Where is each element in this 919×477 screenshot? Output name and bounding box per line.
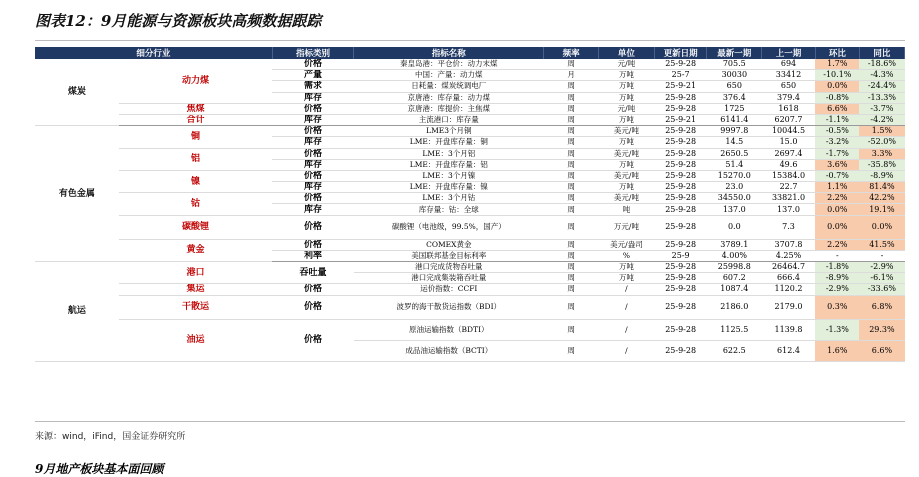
yoy-cell: 19.1%	[859, 204, 904, 215]
header-category: 指标类别	[272, 47, 354, 59]
table-header-row	[35, 47, 905, 59]
freq-cell: 周	[544, 273, 599, 284]
mom-cell: -10.1%	[815, 70, 859, 81]
date-cell: 25-9-21	[654, 81, 707, 92]
unit-cell: 美元/吨	[599, 126, 655, 137]
latest-cell: 9997.8	[707, 126, 762, 137]
table-row	[35, 193, 905, 204]
freq-cell: 周	[544, 295, 599, 319]
yoy-cell: -33.6%	[859, 284, 904, 295]
prev-cell: 10044.5	[762, 126, 816, 137]
date-cell: 25-9-28	[654, 215, 707, 239]
category-cell: 价格	[272, 319, 354, 361]
date-cell: 25-9-28	[654, 340, 707, 361]
name-cell: 秦皇岛港：平仓价：动力末煤	[354, 59, 544, 70]
category-cell: 库存	[272, 114, 354, 125]
date-cell: 25-9-28	[654, 126, 707, 137]
latest-cell: 2186.0	[707, 295, 762, 319]
prev-cell: 3707.8	[762, 239, 816, 250]
date-cell: 25-9-21	[654, 114, 707, 125]
unit-cell: /	[599, 319, 655, 340]
yoy-cell: 1.5%	[859, 126, 904, 137]
unit-cell: 万吨	[599, 159, 655, 170]
freq-cell: 周	[544, 215, 599, 239]
date-cell: 25-9-28	[654, 204, 707, 215]
latest-cell: 14.5	[707, 137, 762, 148]
freq-cell: 周	[544, 204, 599, 215]
freq-cell: 周	[544, 59, 599, 70]
subsector-cell: 动力煤	[119, 59, 273, 103]
yoy-cell: 3.3%	[859, 148, 904, 159]
unit-cell: 美元/吨	[599, 170, 655, 181]
date-cell: 25-9	[654, 250, 707, 261]
yoy-cell: 42.2%	[859, 193, 904, 204]
yoy-cell: -4.3%	[859, 70, 904, 81]
table-row	[35, 319, 905, 340]
name-cell: 波罗的海干散货运指数（BDI）	[354, 295, 544, 319]
freq-cell: 周	[544, 137, 599, 148]
latest-cell: 4.00%	[707, 250, 762, 261]
name-cell: LME：3个月镍	[354, 170, 544, 181]
yoy-cell: -	[859, 250, 904, 261]
freq-cell: 周	[544, 239, 599, 250]
header-name: 指标名称	[354, 47, 544, 59]
category-cell: 价格	[272, 284, 354, 295]
name-cell: LME：3个月铝	[354, 148, 544, 159]
mom-cell: -0.5%	[815, 126, 859, 137]
date-cell: 25-9-28	[654, 59, 707, 70]
mom-cell: -	[815, 250, 859, 261]
freq-cell: 周	[544, 81, 599, 92]
date-cell: 25-9-28	[654, 137, 707, 148]
mom-cell: -3.2%	[815, 137, 859, 148]
mom-cell: -1.8%	[815, 262, 859, 273]
table-row	[35, 114, 905, 125]
freq-cell: 周	[544, 148, 599, 159]
name-cell: 港口完成货物吞吐量	[354, 262, 544, 273]
unit-cell: 吨	[599, 204, 655, 215]
latest-cell: 34550.0	[707, 193, 762, 204]
prev-cell: 2697.4	[762, 148, 816, 159]
date-cell: 25-9-28	[654, 193, 707, 204]
prev-cell: 2179.0	[762, 295, 816, 319]
name-cell: 港口完成集装箱吞吐量	[354, 273, 544, 284]
table-row	[35, 148, 905, 159]
unit-cell: 万吨	[599, 114, 655, 125]
table-row	[35, 239, 905, 250]
prev-cell: 33412	[762, 70, 816, 81]
yoy-cell: -8.9%	[859, 170, 904, 181]
yoy-cell: 6.6%	[859, 340, 904, 361]
header-mom: 环比	[815, 47, 859, 59]
prev-cell: 49.6	[762, 159, 816, 170]
subsector-cell: 镍	[119, 170, 273, 192]
latest-cell: 51.4	[707, 159, 762, 170]
latest-cell: 1725	[707, 103, 762, 114]
freq-cell: 周	[544, 284, 599, 295]
date-cell: 25-9-28	[654, 103, 707, 114]
category-cell: 价格	[272, 239, 354, 250]
unit-cell: 万元/吨	[599, 215, 655, 239]
prev-cell: 379.4	[762, 92, 816, 103]
unit-cell: /	[599, 295, 655, 319]
unit-cell: 美元/盎司	[599, 239, 655, 250]
prev-cell: 26464.7	[762, 262, 816, 273]
yoy-cell: 29.3%	[859, 319, 904, 340]
unit-cell: 万吨	[599, 137, 655, 148]
latest-cell: 622.5	[707, 340, 762, 361]
mom-cell: -1.7%	[815, 148, 859, 159]
latest-cell: 0.0	[707, 215, 762, 239]
prev-cell: 612.4	[762, 340, 816, 361]
freq-cell: 周	[544, 262, 599, 273]
prev-cell: 33821.0	[762, 193, 816, 204]
category-cell: 库存	[272, 204, 354, 215]
freq-cell: 周	[544, 170, 599, 181]
date-cell: 25-9-28	[654, 284, 707, 295]
mom-cell: 0.0%	[815, 215, 859, 239]
latest-cell: 30030	[707, 70, 762, 81]
prev-cell: 15.0	[762, 137, 816, 148]
subsector-cell: 干散运	[119, 295, 273, 319]
unit-cell: 万吨	[599, 182, 655, 193]
name-cell: LME：开盘库存量：铜	[354, 137, 544, 148]
table-row	[35, 59, 905, 70]
name-cell: LME3个月铜	[354, 126, 544, 137]
name-cell: LME：开盘库存量：镍	[354, 182, 544, 193]
prev-cell: 650	[762, 81, 816, 92]
prev-cell: 1139.8	[762, 319, 816, 340]
mom-cell: 1.7%	[815, 59, 859, 70]
name-cell: LME：3个月钴	[354, 193, 544, 204]
name-cell: 日耗量：煤炭统调电厂	[354, 81, 544, 92]
name-cell: 原油运输指数（BDTI）	[354, 319, 544, 340]
freq-cell: 周	[544, 126, 599, 137]
unit-cell: 万吨	[599, 92, 655, 103]
subsector-cell: 焦煤	[119, 103, 273, 114]
category-cell: 库存	[272, 137, 354, 148]
freq-cell: 周	[544, 103, 599, 114]
name-cell: LME：开盘库存量：铝	[354, 159, 544, 170]
date-cell: 25-7	[654, 70, 707, 81]
subsector-cell: 油运	[119, 319, 273, 361]
latest-cell: 1125.5	[707, 319, 762, 340]
subsector-cell: 铜	[119, 126, 273, 148]
latest-cell: 15270.0	[707, 170, 762, 181]
prev-cell: 1120.2	[762, 284, 816, 295]
latest-cell: 2650.5	[707, 148, 762, 159]
latest-cell: 25998.8	[707, 262, 762, 273]
yoy-cell: -3.7%	[859, 103, 904, 114]
name-cell: 京唐港：库存量：动力煤	[354, 92, 544, 103]
mom-cell: 6.6%	[815, 103, 859, 114]
header-frequency: 频率	[544, 47, 599, 59]
category-cell: 价格	[272, 103, 354, 114]
category-cell: 价格	[272, 148, 354, 159]
mom-cell: 3.6%	[815, 159, 859, 170]
mom-cell: 2.2%	[815, 239, 859, 250]
yoy-cell: 81.4%	[859, 182, 904, 193]
category-cell: 价格	[272, 215, 354, 239]
category-cell: 价格	[272, 193, 354, 204]
prev-cell: 7.3	[762, 215, 816, 239]
prev-cell: 666.4	[762, 273, 816, 284]
prev-cell: 1618	[762, 103, 816, 114]
mom-cell: -8.9%	[815, 273, 859, 284]
latest-cell: 705.5	[707, 59, 762, 70]
date-cell: 25-9-28	[654, 319, 707, 340]
name-cell: 碳酸锂（电池级，99.5%，国产）	[354, 215, 544, 239]
category-cell: 库存	[272, 182, 354, 193]
yoy-cell: -35.8%	[859, 159, 904, 170]
date-cell: 25-9-28	[654, 239, 707, 250]
prev-cell: 694	[762, 59, 816, 70]
freq-cell: 周	[544, 193, 599, 204]
name-cell: COMEX黄金	[354, 239, 544, 250]
subsector-cell: 合计	[119, 114, 273, 125]
table-row	[35, 262, 905, 273]
yoy-cell: -2.9%	[859, 262, 904, 273]
name-cell: 美国联邦基金目标利率	[354, 250, 544, 261]
unit-cell: /	[599, 284, 655, 295]
industry-cell: 煤炭	[35, 59, 119, 126]
mom-cell: -2.9%	[815, 284, 859, 295]
mom-cell: 1.6%	[815, 340, 859, 361]
date-cell: 25-9-28	[654, 148, 707, 159]
yoy-cell: -4.2%	[859, 114, 904, 125]
prev-cell: 4.25%	[762, 250, 816, 261]
subsector-cell: 集运	[119, 284, 273, 295]
next-section-heading: 9月地产板块基本面回顾	[35, 462, 164, 476]
name-cell: 主流港口：库存量	[354, 114, 544, 125]
category-cell: 库存	[272, 159, 354, 170]
mom-cell: -1.3%	[815, 319, 859, 340]
yoy-cell: 41.5%	[859, 239, 904, 250]
category-cell: 价格	[272, 295, 354, 319]
unit-cell: 元/吨	[599, 103, 655, 114]
subsector-cell: 黄金	[119, 239, 273, 261]
unit-cell: 美元/吨	[599, 193, 655, 204]
freq-cell: 周	[544, 114, 599, 125]
name-cell: 库存量：钴：全球	[354, 204, 544, 215]
unit-cell: /	[599, 340, 655, 361]
table-row	[35, 215, 905, 239]
date-cell: 25-9-28	[654, 159, 707, 170]
latest-cell: 1087.4	[707, 284, 762, 295]
prev-cell: 15384.0	[762, 170, 816, 181]
mom-cell: 1.1%	[815, 182, 859, 193]
latest-cell: 376.4	[707, 92, 762, 103]
unit-cell: 万吨	[599, 262, 655, 273]
latest-cell: 650	[707, 81, 762, 92]
name-cell: 中国：产量：动力煤	[354, 70, 544, 81]
date-cell: 25-9-28	[654, 170, 707, 181]
source-note: 来源：wind，iFind，国金证券研究所	[35, 432, 186, 442]
mom-cell: 0.0%	[815, 204, 859, 215]
category-cell: 吞吐量	[272, 262, 354, 284]
unit-cell: 元/吨	[599, 59, 655, 70]
mom-cell: 0.3%	[815, 295, 859, 319]
category-cell: 库存	[272, 92, 354, 103]
table-row	[35, 126, 905, 137]
name-cell: 成品油运输指数（BCTI）	[354, 340, 544, 361]
subsector-cell: 碳酸锂	[119, 215, 273, 239]
category-cell: 价格	[272, 170, 354, 181]
subsector-cell: 铝	[119, 148, 273, 170]
yoy-cell: -24.4%	[859, 81, 904, 92]
latest-cell: 3789.1	[707, 239, 762, 250]
table-row	[35, 284, 905, 295]
subsector-cell: 港口	[119, 262, 273, 284]
freq-cell: 周	[544, 340, 599, 361]
data-table	[35, 47, 905, 362]
figure-title: 图表12：9月能源与资源板块高频数据跟踪	[35, 12, 322, 30]
unit-cell: 万吨	[599, 81, 655, 92]
table-row	[35, 103, 905, 114]
mom-cell: -0.8%	[815, 92, 859, 103]
freq-cell: 周	[544, 159, 599, 170]
title-divider	[35, 40, 905, 41]
industry-cell: 有色金属	[35, 126, 119, 262]
header-industry: 细分行业	[35, 47, 272, 59]
date-cell: 25-9-28	[654, 92, 707, 103]
freq-cell: 周	[544, 250, 599, 261]
header-unit: 单位	[599, 47, 655, 59]
name-cell: 京唐港：库提价：主焦煤	[354, 103, 544, 114]
unit-cell: 万吨	[599, 273, 655, 284]
date-cell: 25-9-28	[654, 182, 707, 193]
header-yoy: 同比	[859, 47, 904, 59]
yoy-cell: 6.8%	[859, 295, 904, 319]
mom-cell: -1.1%	[815, 114, 859, 125]
table-row	[35, 170, 905, 181]
yoy-cell: -52.0%	[859, 137, 904, 148]
mom-cell: -0.7%	[815, 170, 859, 181]
header-previous: 上一期	[762, 47, 816, 59]
unit-cell: 万吨	[599, 70, 655, 81]
freq-cell: 周	[544, 182, 599, 193]
category-cell: 价格	[272, 59, 354, 70]
mom-cell: 2.2%	[815, 193, 859, 204]
unit-cell: 美元/吨	[599, 148, 655, 159]
mom-cell: 0.0%	[815, 81, 859, 92]
name-cell: 运价指数：CCFI	[354, 284, 544, 295]
prev-cell: 22.7	[762, 182, 816, 193]
prev-cell: 6207.7	[762, 114, 816, 125]
freq-cell: 周	[544, 319, 599, 340]
date-cell: 25-9-28	[654, 273, 707, 284]
prev-cell: 137.0	[762, 204, 816, 215]
date-cell: 25-9-28	[654, 295, 707, 319]
category-cell: 需求	[272, 81, 354, 92]
yoy-cell: -13.3%	[859, 92, 904, 103]
latest-cell: 6141.4	[707, 114, 762, 125]
header-date: 更新日期	[654, 47, 707, 59]
table-bottom-divider	[35, 421, 905, 422]
freq-cell: 周	[544, 92, 599, 103]
category-cell: 价格	[272, 126, 354, 137]
yoy-cell: -18.6%	[859, 59, 904, 70]
freq-cell: 月	[544, 70, 599, 81]
latest-cell: 137.0	[707, 204, 762, 215]
header-latest: 最新一期	[707, 47, 762, 59]
latest-cell: 607.2	[707, 273, 762, 284]
table-row	[35, 295, 905, 319]
yoy-cell: -6.1%	[859, 273, 904, 284]
category-cell: 利率	[272, 250, 354, 261]
unit-cell: %	[599, 250, 655, 261]
industry-cell: 航运	[35, 262, 119, 362]
category-cell: 产量	[272, 70, 354, 81]
date-cell: 25-9-28	[654, 262, 707, 273]
subsector-cell: 钴	[119, 193, 273, 215]
yoy-cell: 0.0%	[859, 215, 904, 239]
latest-cell: 23.0	[707, 182, 762, 193]
